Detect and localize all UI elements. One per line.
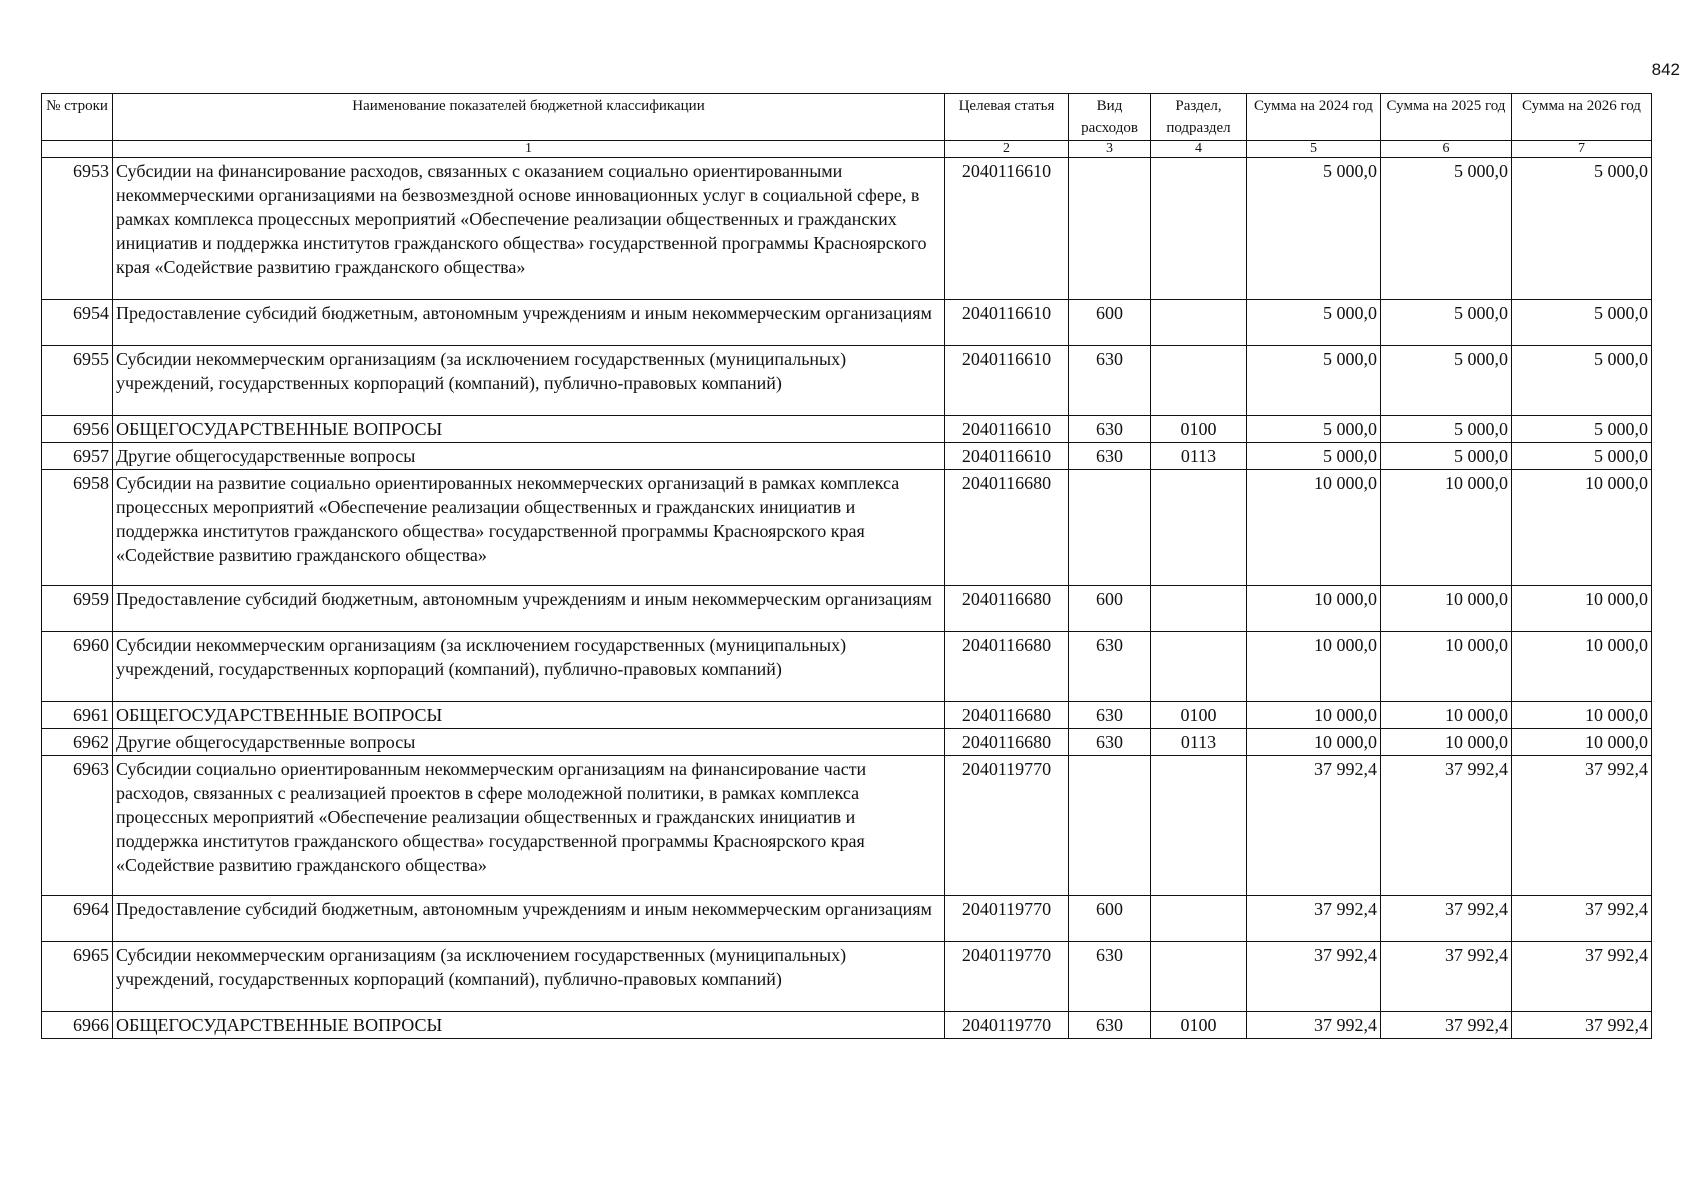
expense-type: 630: [1069, 729, 1151, 756]
sum-2024: 5 000,0: [1247, 158, 1381, 300]
section-code: [1151, 300, 1247, 346]
table-row: [42, 1012, 1652, 1039]
sum-2024: 10 000,0: [1247, 470, 1381, 586]
target-article: 2040116680: [945, 470, 1069, 586]
sum-2026: 10 000,0: [1512, 586, 1652, 632]
indicator-name: Другие общегосударственные вопросы: [113, 729, 945, 756]
sum-2025: 5 000,0: [1381, 346, 1512, 416]
expense-type: 600: [1069, 896, 1151, 942]
expense-type: [1069, 158, 1151, 300]
column-number: 5: [1247, 141, 1381, 158]
column-number: 3: [1069, 141, 1151, 158]
table-header: [42, 94, 1652, 158]
sum-2026: 5 000,0: [1512, 158, 1652, 300]
column-number: 2: [945, 141, 1069, 158]
indicator-name: Предоставление субсидий бюджетным, автономным учреждениям и иным некоммерческим организациям: [113, 896, 945, 942]
target-article: 2040119770: [945, 942, 1069, 1012]
table-row: [42, 942, 1652, 1012]
section-code: [1151, 470, 1247, 586]
column-number: 6: [1381, 141, 1512, 158]
header-sum-2026: Сумма на 2026 год: [1512, 94, 1652, 141]
sum-2024: 5 000,0: [1247, 300, 1381, 346]
sum-2025: 5 000,0: [1381, 416, 1512, 443]
sum-2025: 10 000,0: [1381, 632, 1512, 702]
sum-2024: 10 000,0: [1247, 632, 1381, 702]
row-number: 6964: [42, 896, 113, 942]
sum-2024: 37 992,4: [1247, 756, 1381, 896]
sum-2024: 5 000,0: [1247, 346, 1381, 416]
indicator-name: Субсидии некоммерческим организациям (за исключением государственных (муниципальных) учреждений, государственных корпораций (компаний), публично-правовых компаний): [113, 346, 945, 416]
sum-2025: 37 992,4: [1381, 942, 1512, 1012]
header-section: Раздел, подраздел: [1151, 94, 1247, 141]
sum-2025: 37 992,4: [1381, 1012, 1512, 1039]
section-code: 0100: [1151, 702, 1247, 729]
target-article: 2040116680: [945, 632, 1069, 702]
sum-2024: 5 000,0: [1247, 416, 1381, 443]
sum-2026: 10 000,0: [1512, 470, 1652, 586]
sum-2025: 5 000,0: [1381, 443, 1512, 470]
section-code: [1151, 158, 1247, 300]
sum-2026: 5 000,0: [1512, 416, 1652, 443]
sum-2026: 5 000,0: [1512, 300, 1652, 346]
expense-type: 630: [1069, 346, 1151, 416]
target-article: 2040116680: [945, 586, 1069, 632]
sum-2026: 10 000,0: [1512, 729, 1652, 756]
column-numbers-row: [42, 141, 1652, 158]
indicator-name: Субсидии некоммерческим организациям (за исключением государственных (муниципальных) учреждений, государственных корпораций (компаний), публично-правовых компаний): [113, 942, 945, 1012]
target-article: 2040116610: [945, 300, 1069, 346]
sum-2026: 10 000,0: [1512, 702, 1652, 729]
expense-type: [1069, 756, 1151, 896]
indicator-name: Предоставление субсидий бюджетным, автономным учреждениям и иным некоммерческим организациям: [113, 586, 945, 632]
row-number: 6953: [42, 158, 113, 300]
indicator-name: Предоставление субсидий бюджетным, автономным учреждениям и иным некоммерческим организациям: [113, 300, 945, 346]
budget-table: [41, 93, 1652, 1039]
expense-type: 630: [1069, 942, 1151, 1012]
table-row: [42, 586, 1652, 632]
target-article: 2040116680: [945, 702, 1069, 729]
sum-2024: 10 000,0: [1247, 586, 1381, 632]
expense-type: 630: [1069, 632, 1151, 702]
column-number: 7: [1512, 141, 1652, 158]
target-article: 2040116610: [945, 158, 1069, 300]
section-code: [1151, 942, 1247, 1012]
row-number: 6962: [42, 729, 113, 756]
header-sum-2025: Сумма на 2025 год: [1381, 94, 1512, 141]
target-article: 2040119770: [945, 1012, 1069, 1039]
sum-2025: 37 992,4: [1381, 896, 1512, 942]
row-number: 6963: [42, 756, 113, 896]
target-article: 2040116610: [945, 443, 1069, 470]
section-code: [1151, 346, 1247, 416]
target-article: 2040116680: [945, 729, 1069, 756]
section-code: [1151, 586, 1247, 632]
sum-2025: 5 000,0: [1381, 158, 1512, 300]
table-row: [42, 346, 1652, 416]
sum-2024: 37 992,4: [1247, 942, 1381, 1012]
table-row: [42, 702, 1652, 729]
sum-2026: 37 992,4: [1512, 1012, 1652, 1039]
expense-type: 600: [1069, 300, 1151, 346]
expense-type: 630: [1069, 416, 1151, 443]
indicator-name: ОБЩЕГОСУДАРСТВЕННЫЕ ВОПРОСЫ: [113, 702, 945, 729]
row-number: 6959: [42, 586, 113, 632]
sum-2026: 37 992,4: [1512, 896, 1652, 942]
sum-2026: 10 000,0: [1512, 632, 1652, 702]
sum-2025: 10 000,0: [1381, 586, 1512, 632]
row-number: 6957: [42, 443, 113, 470]
table-row: [42, 158, 1652, 300]
sum-2024: 37 992,4: [1247, 896, 1381, 942]
column-number: 4: [1151, 141, 1247, 158]
section-code: 0100: [1151, 416, 1247, 443]
header-indicator-name: Наименование показателей бюджетной классификации: [113, 94, 945, 141]
expense-type: 630: [1069, 702, 1151, 729]
table-body: [42, 158, 1652, 1039]
sum-2026: 37 992,4: [1512, 756, 1652, 896]
sum-2025: 37 992,4: [1381, 756, 1512, 896]
sum-2024: 5 000,0: [1247, 443, 1381, 470]
row-number: 6966: [42, 1012, 113, 1039]
expense-type: 600: [1069, 586, 1151, 632]
sum-2025: 10 000,0: [1381, 470, 1512, 586]
column-number: 1: [113, 141, 945, 158]
table-row: [42, 300, 1652, 346]
row-number: 6954: [42, 300, 113, 346]
indicator-name: Субсидии социально ориентированным некоммерческим организациям на финансирование части расходов, связанных с реализацией проектов в сфере молодежной политики, в рамках комплекса процессных мероприятий «Обеспечение реализации общественных и гражданских инициатив и поддержка институтов гражданского общества» государственной программы Красноярского края «Содействие развитию гражданского общества»: [113, 756, 945, 896]
row-number: 6956: [42, 416, 113, 443]
table-row: [42, 632, 1652, 702]
section-code: 0113: [1151, 443, 1247, 470]
row-number: 6958: [42, 470, 113, 586]
indicator-name: Субсидии некоммерческим организациям (за исключением государственных (муниципальных) учреждений, государственных корпораций (компаний), публично-правовых компаний): [113, 632, 945, 702]
column-number: [42, 141, 113, 158]
table-row: [42, 416, 1652, 443]
target-article: 2040116610: [945, 416, 1069, 443]
expense-type: [1069, 470, 1151, 586]
section-code: [1151, 756, 1247, 896]
table-row: [42, 470, 1652, 586]
target-article: 2040119770: [945, 756, 1069, 896]
header-target-article: Целевая статья: [945, 94, 1069, 141]
sum-2024: 10 000,0: [1247, 729, 1381, 756]
page-number: 842: [1651, 60, 1680, 79]
section-code: [1151, 896, 1247, 942]
target-article: 2040116610: [945, 346, 1069, 416]
sum-2026: 37 992,4: [1512, 942, 1652, 1012]
section-code: 0113: [1151, 729, 1247, 756]
row-number: 6955: [42, 346, 113, 416]
indicator-name: Субсидии на развитие социально ориентированных некоммерческих организаций в рамках комплекса процессных мероприятий «Обеспечение реализации общественных и гражданских инициатив и поддержка институтов гражданского общества» государственной программы Красноярского края «Содействие развитию гражданского общества»: [113, 470, 945, 586]
table-row: [42, 896, 1652, 942]
header-row-number: № строки: [42, 94, 113, 141]
table-row: [42, 756, 1652, 896]
header-sum-2024: Сумма на 2024 год: [1247, 94, 1381, 141]
sum-2025: 5 000,0: [1381, 300, 1512, 346]
table-row: [42, 443, 1652, 470]
indicator-name: ОБЩЕГОСУДАРСТВЕННЫЕ ВОПРОСЫ: [113, 416, 945, 443]
sum-2025: 10 000,0: [1381, 729, 1512, 756]
indicator-name: ОБЩЕГОСУДАРСТВЕННЫЕ ВОПРОСЫ: [113, 1012, 945, 1039]
table-row: [42, 729, 1652, 756]
sum-2026: 5 000,0: [1512, 346, 1652, 416]
section-code: [1151, 632, 1247, 702]
sum-2025: 10 000,0: [1381, 702, 1512, 729]
row-number: 6960: [42, 632, 113, 702]
indicator-name: Другие общегосударственные вопросы: [113, 443, 945, 470]
target-article: 2040119770: [945, 896, 1069, 942]
row-number: 6965: [42, 942, 113, 1012]
row-number: 6961: [42, 702, 113, 729]
sum-2026: 5 000,0: [1512, 443, 1652, 470]
section-code: 0100: [1151, 1012, 1247, 1039]
sum-2024: 37 992,4: [1247, 1012, 1381, 1039]
header-expense-type: Вид расходов: [1069, 94, 1151, 141]
expense-type: 630: [1069, 443, 1151, 470]
indicator-name: Субсидии на финансирование расходов, связанных с оказанием социально ориентированными некоммерческими организациями на безвозмездной основе инновационных услуг в социальной сфере, в рамках комплекса процессных мероприятий «Обеспечение реализации общественных и гражданских инициатив и поддержка институтов гражданского общества» государственной программы Красноярского края «Содействие развитию гражданского общества»: [113, 158, 945, 300]
expense-type: 630: [1069, 1012, 1151, 1039]
sum-2024: 10 000,0: [1247, 702, 1381, 729]
